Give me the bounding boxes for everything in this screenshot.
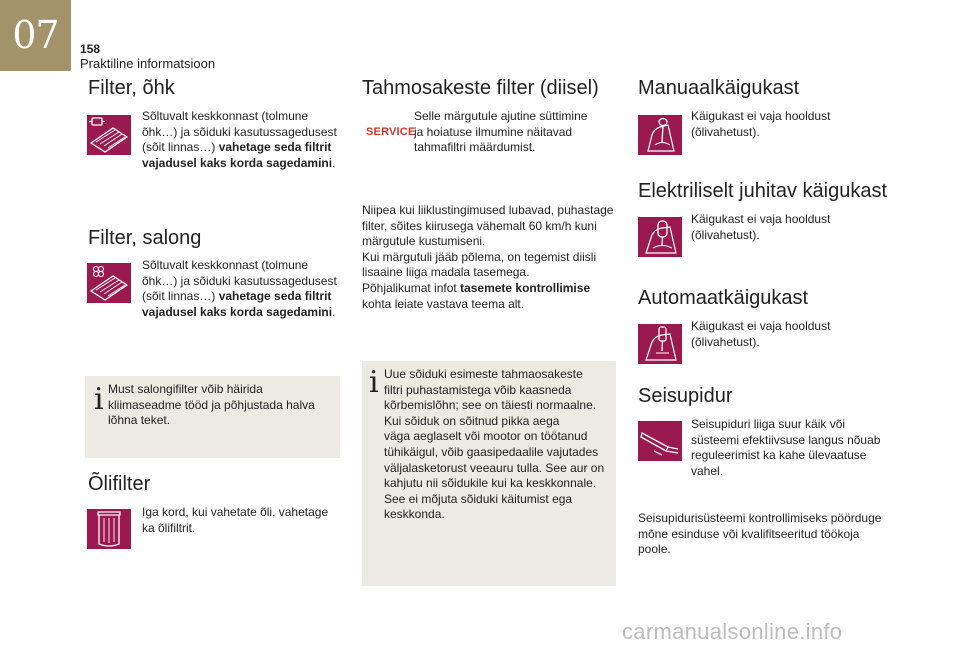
page-number: 158 [80, 42, 101, 56]
cabin-filter-icon [87, 263, 131, 303]
info-note-cabin-filter: i Must salongifilter võib häirida kliimaseadme tööd ja põhjustada halva lõhna teket. [85, 376, 340, 458]
manual-gearbox-icon [638, 115, 682, 155]
elektri-text: Käigukast ei vaja hooldust (õlivahetust). [691, 212, 831, 242]
oil-filter-icon [87, 509, 131, 549]
section-title-filter-salong: Filter, salong [88, 227, 202, 249]
section-title-seisupidur: Seisupidur [638, 385, 733, 407]
automaat-text: Käigukast ei vaja hooldust (õlivahetust). [691, 319, 831, 349]
seisupidur-body-text: Seisupidurisüsteemi kontrollimiseks pöörduge mõne esinduse või kvalifitseeritud töökoja poole. [638, 511, 882, 557]
chapter-title: Praktiline informatsioon [80, 56, 216, 71]
seisupidur-text: Seisupiduri liiga suur käik või süsteemi efektiivsuse langus nõuab reguleerimist ka kahe ülevaatuse vahel. [691, 417, 881, 478]
electric-gearbox-icon [638, 217, 682, 257]
section-title-manuaalkaigukast: Manuaalkäigukast [638, 77, 800, 99]
olifilter-text: Iga kord, kui vahetate õli, vahetage ka õlifiltrit. [142, 505, 329, 535]
info-note-dpf: i Uue sõiduki esimeste tahmaosakeste filtri puhastamistega võib kaasneda kõrbemislõhn; see on täiesti normaalne. Kui sõiduk on sõitnud pikka aega väga aeglaselt või mootor on töötanud tühikäigul, võib gaasipedaalile vajutades väljalasketorust veeauru tulla. See aur on kahjutu nii sõidukile kui ka keskkonnale. See ei mõjuta sõiduki käitumist ega keskkonda. [362, 361, 616, 586]
section-title-olifilter: Õlifilter [88, 473, 151, 495]
filter-salong-text: Sõltuvalt keskkonnast (tolmune õhk…) ja sõiduki kasutussagedusest (sõit linnas…) vahetage seda filtrit vajadusel kaks korda sagedamini. [142, 258, 337, 319]
section-title-filter-ohk: Filter, õhk [88, 77, 175, 99]
info-icon: i [369, 365, 379, 400]
chapter-tab [0, 0, 71, 71]
watermark: carmanualsonline.info [622, 619, 843, 644]
section-title-automaatkaigukast: Automaatkäigukast [638, 287, 809, 309]
tahm-body-text: Niipea kui liiklustingimused lubavad, puhastage filter, sõites kiirusega vähemalt 60 km/h kuni märgutule kustumiseni. Kui märgutuli jääb põlema, on tegemist diisli lisaaine liiga madala tasemega. Põhjalikumat infot tasemete kontrollimise kohta leiate vastava teema alt. [362, 203, 614, 311]
tahm-intro-text: Selle märgutule ajutine süttimine ja hoiatuse ilmumine näitavad tahmafiltri määrdumist. [414, 109, 588, 155]
air-filter-icon [87, 115, 131, 155]
manuaal-text: Käigukast ei vaja hooldust (õlivahetust). [691, 109, 831, 139]
section-title-tahmosakeste-filter: Tahmosakeste filter (diisel) [362, 77, 599, 99]
automatic-gearbox-icon [638, 324, 682, 364]
parking-brake-icon [638, 421, 682, 461]
info-icon: i [94, 382, 104, 417]
section-title-elektriliselt-juhitav-kaigukast: Elektriliselt juhitav käigukast [638, 180, 887, 202]
chapter-number: 07 [12, 13, 59, 57]
service-warning-icon: SERVICE [366, 126, 416, 138]
filter-ohk-text: Sõltuvalt keskkonnast (tolmune õhk…) ja sõiduki kasutussagedusest (sõit linnas…) vahetage seda filtrit vajadusel kaks korda sagedamini. [142, 109, 337, 170]
